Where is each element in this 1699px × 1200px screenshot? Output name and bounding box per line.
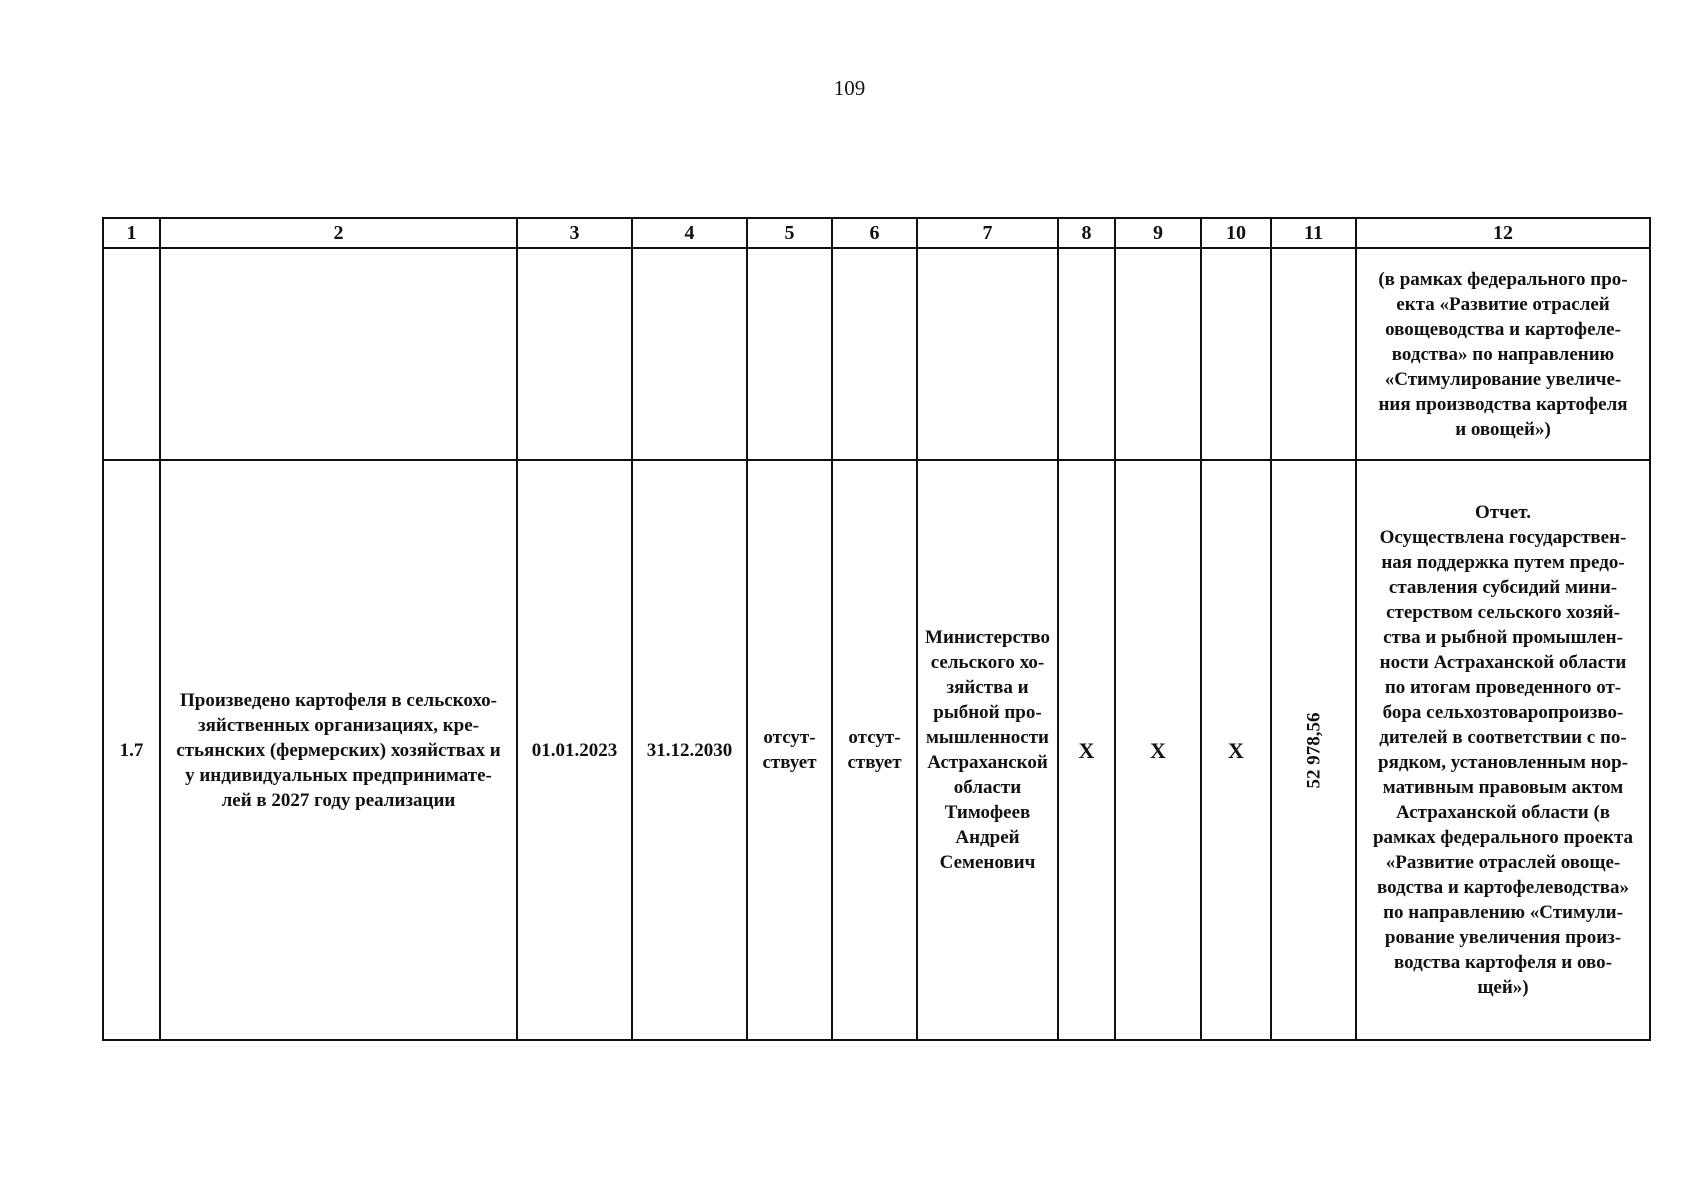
col5-value: отсут- ствует (747, 460, 832, 1040)
cont-cell-7 (917, 248, 1058, 460)
header-cell-12: 12 (1356, 218, 1650, 248)
cont-cell-11 (1271, 248, 1356, 460)
continuation-result-text: (в рамках федерального про- екта «Развитие отраслей овощеводства и картофеле- водства» по направлению «Стимулирование увеличе- ния производства картофеля и овощей») (1356, 248, 1650, 460)
cont-cell-10 (1201, 248, 1271, 460)
table-row-1-7 (103, 460, 1650, 1040)
header-cell-6: 6 (832, 218, 917, 248)
header-cell-5: 5 (747, 218, 832, 248)
table-header-row (103, 218, 1650, 248)
row-number: 1.7 (103, 460, 160, 1040)
cont-cell-5 (747, 248, 832, 460)
table-row-continuation (103, 248, 1650, 460)
cont-cell-4 (632, 248, 747, 460)
col9-x-mark: Х (1115, 460, 1201, 1040)
col10-x-mark: Х (1201, 460, 1271, 1040)
header-cell-3: 3 (517, 218, 632, 248)
header-cell-11: 11 (1271, 218, 1356, 248)
end-date: 31.12.2030 (632, 460, 747, 1040)
header-cell-7: 7 (917, 218, 1058, 248)
cont-cell-2 (160, 248, 517, 460)
header-cell-9: 9 (1115, 218, 1201, 248)
header-cell-8: 8 (1058, 218, 1115, 248)
header-cell-10: 10 (1201, 218, 1271, 248)
cont-cell-8 (1058, 248, 1115, 460)
header-cell-4: 4 (632, 218, 747, 248)
start-date: 01.01.2023 (517, 460, 632, 1040)
cont-cell-1 (103, 248, 160, 460)
header-cell-1: 1 (103, 218, 160, 248)
responsible-party: Министерство сельского хо- зяйства и рыбной про- мышленности Астраханской области Тимофеев Андрей Семенович (917, 460, 1058, 1040)
col8-x-mark: Х (1058, 460, 1115, 1040)
amount-value: 52 978,56 (1303, 712, 1324, 788)
document-table (102, 217, 1651, 1041)
col6-value: отсут- ствует (832, 460, 917, 1040)
amount-wrap (1275, 461, 1352, 1039)
page-number: 109 (833, 76, 866, 100)
row-description: Произведено картофеля в сельскохо- зяйственных организациях, кре- стьянских (фермерских) хозяйствах и у индивидуальных предпринимате- лей в 2027 году реализации (160, 460, 517, 1040)
result-report: Отчет. Осуществлена государствен- ная поддержка путем предо- ставления субсидий мини- стерством сельского хозяй- ства и рыбной промышлен- ности Астраханской области по итогам проведенного от- бора сельхозтоваропроизво- дителей в соответствии с по- рядком, установленным нор- мативным правовым актом Астраханской области (в рамках федерального проекта «Развитие отраслей овоще- водства и картофелеводства» по направлению «Стимули- рование увеличения произ- водства картофеля и ово- щей») (1356, 460, 1650, 1040)
amount-cell (1271, 460, 1356, 1040)
header-cell-2: 2 (160, 218, 517, 248)
cont-cell-6 (832, 248, 917, 460)
cont-cell-3 (517, 248, 632, 460)
cont-cell-9 (1115, 248, 1201, 460)
